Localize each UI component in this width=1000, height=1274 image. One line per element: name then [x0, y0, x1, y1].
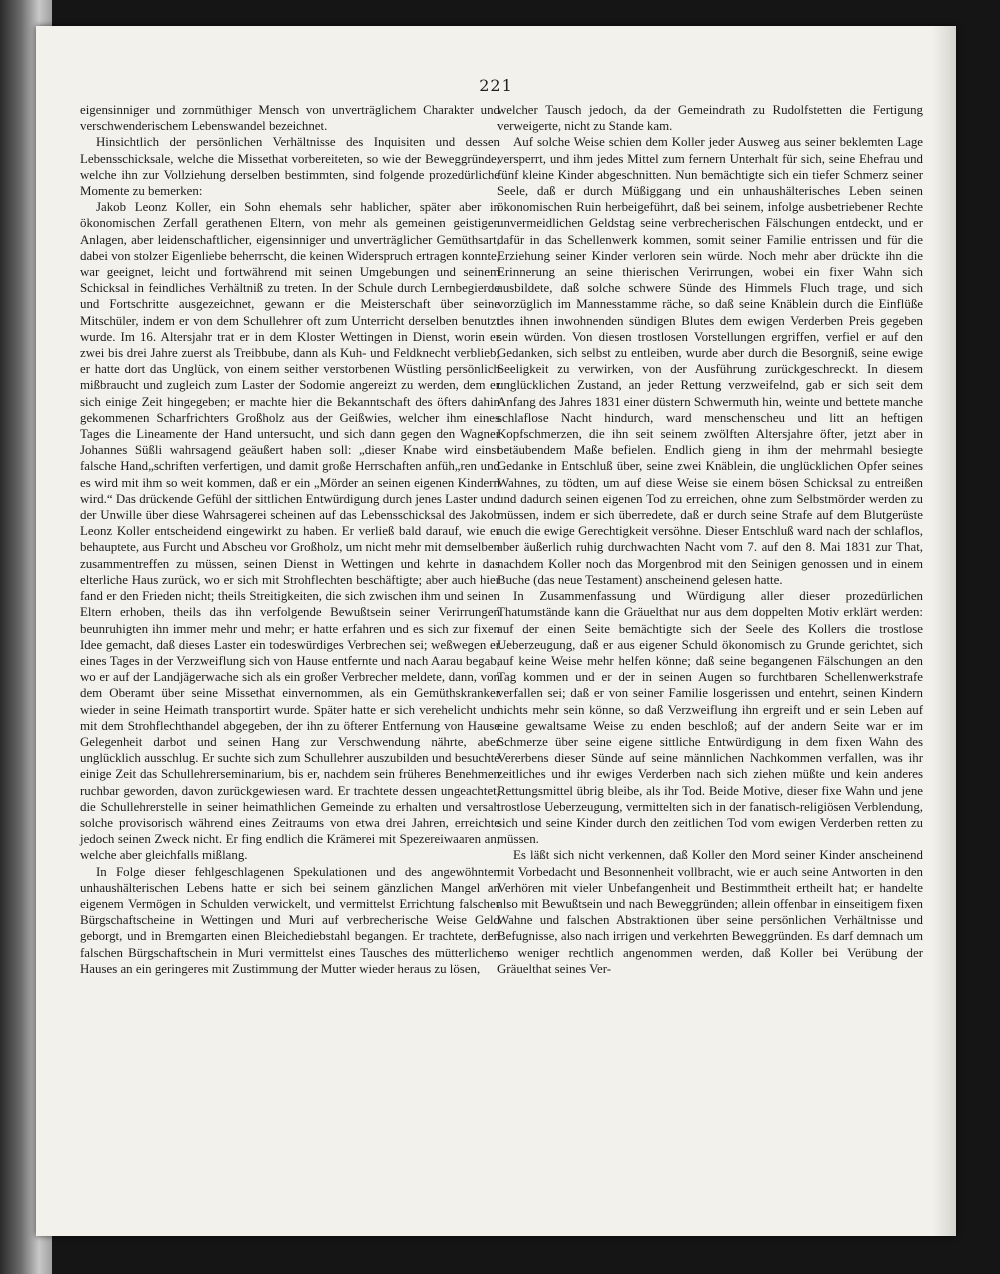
paragraph: Es läßt sich nicht verkennen, daß Koller den Mord seiner Kinder anscheinend mit Vorbedacht und Besonnenheit vollbracht, wie er auch seine Antworten in den Verhören mit vieler Unbefangenheit und Bestimmtheit ertheilt hat; er handelte also mit Bewußtsein und nach Beweggründen; allein offenbar in einseitigem fixen Wahne und falschen Abstraktionen über seine persönlichen Verhältnisse und Befugnisse, also nach irrigen und verkehrten Beweggründen. Es darf demnach um so weniger rechtlich angenommen werden, daß Koller bei Verübung der Gräuelthat seines Ver- — [497, 848, 923, 976]
right-column — [497, 102, 923, 977]
paragraph: Hinsichtlich der persönlichen Verhältnisse des Inquisiten und dessen Lebensschicksale, welche die Missethat vorbereiteten, so wie der Beweggründe, welche ihn zur Vollziehung derselben bestimmten, sind folgende prozedürliche Momente zu bemerken: — [80, 135, 500, 199]
paragraph: Auf solche Weise schien dem Koller jeder Ausweg aus seiner beklemten Lage versperrt, und ihm jedes Mittel zum fernern Unterhalt für sich, seine Ehefrau und fünf kleine Kinder abgeschnitten. Nun bemächtigte sich ein tiefer Schmerz seiner Seele, daß er durch Müßiggang und ein unhaushälterisches Leben seinen ökonomischen Ruin herbeigeführt, daß bei seinem, infolge ausbetriebener Rechte unvermeidlichen Geldstag seine verbrecherischen Fälschungen entdeckt, und er dafür in das Schellenwerk kommen, somit seiner Familie entrissen und für die Erziehung seiner Kinder verloren sein würde. Noch mehr aber drückte ihn die Erinnerung an seine thierischen Verirrungen, wobei ein fixer Wahn sich ausbildete, daß solche schwere Sünde des Himmels Fluch trage, und sich vorzüglich im Mannesstamme räche, so daß seine Knäblein durch die Einflüße des ihnen inwohnenden sündigen Blutes dem ewigen Verderben Preis gegeben sein würden. Von diesen trostlosen Vorstellungen ergriffen, verfiel er auf den Gedanken, sich selbst zu entleiben, wurde aber durch die Besorgniß, seine ewige Seeligkeit zu verwirken, von der Ausführung zurückgeschreckt. In diesem unglücklichen Zustand, an jeder Rettung verzweifelnd, gab er sich seit dem Anfang des Jahres 1831 einer düstern Schwermuth hin, weinte und bettete manche schlaflose Nacht hindurch, ward menschenscheu und litt an heftigen Kopfschmerzen, die ihn seit seinem zwölften Altersjahre öfter, jetzt aber in betäubendem Maße befielen. Endlich gieng in ihm der mehrmahl besiegte Gedanke in Entschluß über, seine zwei Knäblein, die unglücklichen Opfer seines Wahnes, zu tödten, um auf diese Weise sie einem bösen Schicksal zu entreißen und dadurch seinen eigenen Tod zu erreichen, ohne zum Selbstmörder werden zu müssen, indem er sich überredete, daß er durch seine Strafe auf dem Blutgerüste auch die ewige Gerechtigkeit versöhne. Dieser Entschluß ward nach der schlaflos, aber äußerlich ruhig durchwachten Nacht vom 7. auf den 8. Mai 1831 zur That, nachdem Koller noch das Morgenbrod mit den Seinigen genossen und in einem Buche (das neue Testament) anscheinend gelesen hatte. — [497, 135, 923, 587]
paragraph: In Folge dieser fehlgeschlagenen Spekulationen und des angewöhnten unhaushälterischen Lebens hatte er sich bei seinem gänzlichen Mangel an eigenem Vermögen in Schulden verwickelt, und vermittelst Errichtung falscher Bürgschaftscheine in Wettingen und Muri auf verbrecherische Weise Geld geborgt, und in Bremgarten einen Bleichediebstahl begangen. Er trachtete, den falschen Bürgschaftschein in Muri vermittelst eines Tausches des mütterlichen Hauses an ein geringeres mit Zustimmung der Mutter wieder heraus zu lösen, — [80, 864, 500, 976]
page-fold-shadow — [932, 26, 956, 1236]
paragraph: Jakob Leonz Koller, ein Sohn ehemals sehr hablicher, später aber in ökonomischen Zerfall gerathenen Eltern, von mehr als gemeinen geistigen Anlagen, aber leidenschaftlicher, eigensinniger und unverträglicher Gemüthsart, dabei von stolzer Eigenliebe beherrscht, die keinen Widerspruch ertragen konnte, war geeignet, leicht und fortwährend mit seinen Umgebungen und seinem Schicksal in feindliches Verhältniß zu treten. In der Schule durch Lernbegierde und Fortschritte ausgezeichnet, gewann er die Meisterschaft über seine Mitschüler, indem er von dem Schullehrer oft zum Unterricht derselben benutzt wurde. Im 16. Altersjahr trat er in dem Kloster Wettingen in Dienst, worin er zwei bis drei Jahre zuerst als Treibbube, dann als Kuh- und Feldknecht verblieb; er hatte dort das Unglück, von einem seither verstorbenen Wüstling persönlich mißbraucht und zugleich zum Laster der Sodomie angereizt zu werden, dem er sich einige Zeit hingegeben; er machte hier die Bekanntschaft des öfters dahin gekommenen Scharfrichters Großholz aus der Geißwies, welcher ihm eines Tages die Lineamente der Hand untersucht, und sich dann gegen den Wagner Johannes Süßli wahrsagend geäußert haben soll: „dieser Knabe wird einst falsche Hand„schriften verfertigen, und damit große Herrschaften anfüh„ren und es wird mit ihm so weit kommen, daß er ein „Mörder an seinen eigenen Kindern wird.“ Das drückende Gefühl der sittlichen Entwürdigung durch jenes Laster und der Unwille über diese Wahrsagerei scheinen auf das Lebensschicksal des Jakob Leonz Koller entscheidend eingewirkt zu haben. Er verließ bald darauf, wie er behauptete, aus Furcht und Abscheu vor Großholz, um nicht mehr mit demselben zusammentreffen zu müssen, seinen Dienst in Wettingen und kehrte in das elterliche Haus zurück, wo er sich mit Strohflechten beschäftigte; aber auch hier fand er den Frieden nicht; theils Streitigkeiten, die sich zwischen ihm und seinen Eltern erhoben, theils das ihn verfolgende Bewußtsein seiner Verirrungen beunruhigten ihn immer mehr und mehr; er hatte erfahren und es sich zur fixen Idee gemacht, daß dieses Laster ein todeswürdiges Verbrechen sei; weßwegen er eines Tages in der Verzweiflung sich von Hause entfernte und nach Aarau begab, wo er auf der Landjägerwache sich als ein großer Verbrecher meldete, dann, von dem Oberamt über seine Missethat einvernommen, als ein Gemüthskranker wieder in seine Heimath transportirt wurde. Später hatte er sich verehelicht und mit dem Strohflechthandel abgegeben, der ihn zu öfterer Entfernung von Hause Gelegenheit darbot und seinen Hang zur Verschwendung nährte, aber unglücklich ausschlug. Er suchte sich zum Schullehrer auszubilden und besuchte einige Zeit das Schullehrerseminarium, bis er, nachdem sein früheres Benehmen ruchbar geworden, davon zurückgewiesen ward. Er trachtete dessen ungeachtet, die Schullehrerstelle in seiner heimathlichen Gemeinde zu erhalten und versah solche provisorisch während eines Zeitraums von etwa drei Jahren, erreichte jedoch seinen Zweck nicht. Er fing endlich die Krämerei mit Spezereiwaaren an, welche aber gleichfalls mißlang. — [80, 200, 500, 863]
page-number: 221 — [479, 76, 513, 95]
book-page — [36, 26, 956, 1236]
left-column — [80, 102, 500, 977]
paragraph: In Zusammenfassung und Würdigung aller dieser prozedürlichen Thatumstände kann die Gräuelthat nur aus dem doppelten Motiv erklärt werden: auf der einen Seite bemächtigte sich der Seele des Kollers die trostlose Ueberzeugung, daß er aus eigener Schuld ökonomisch zu Grunde gerichtet, sich auf keine Weise mehr helfen könne; daß seine begangenen Fälschungen an den Tag kommen und er der in seinen Augen so furchtbaren Schellenwerkstrafe verfallen sei; daß er von seiner Familie losgerissen und entehrt, seinen Kindern nichts mehr sein könne, so daß Verzweiflung ihn ergreift und er sein Leben auf eine gewaltsame Weise zu enden beschloß; auf der andern Seite war er im Schmerze über seine eigene sittliche Entwürdigung in dem fixen Wahn des Vererbens dieser Sünde auf seine männlichen Nachkommen verfallen, was ihr zeitliches und ihr ewiges Verderben nach sich ziehen müßte und kein anderes Rettungsmittel übrig bleibe, als ihr Tod. Beide Motive, dieser fixe Wahn und jene trostlose Ueberzeugung, vermittelten sich in der fanatisch-religiösen Verblendung, sich und seine Kinder durch den zeitlichen Tod vom ewigen Verderben retten zu müssen. — [497, 589, 923, 847]
paragraph: eigensinniger und zornmüthiger Mensch von unverträglichem Charakter und verschwenderischem Lebenswandel bezeichnet. — [80, 103, 500, 134]
paragraph: welcher Tausch jedoch, da der Gemeindrath zu Rudolfstetten die Fertigung verweigerte, nicht zu Stande kam. — [497, 103, 923, 134]
